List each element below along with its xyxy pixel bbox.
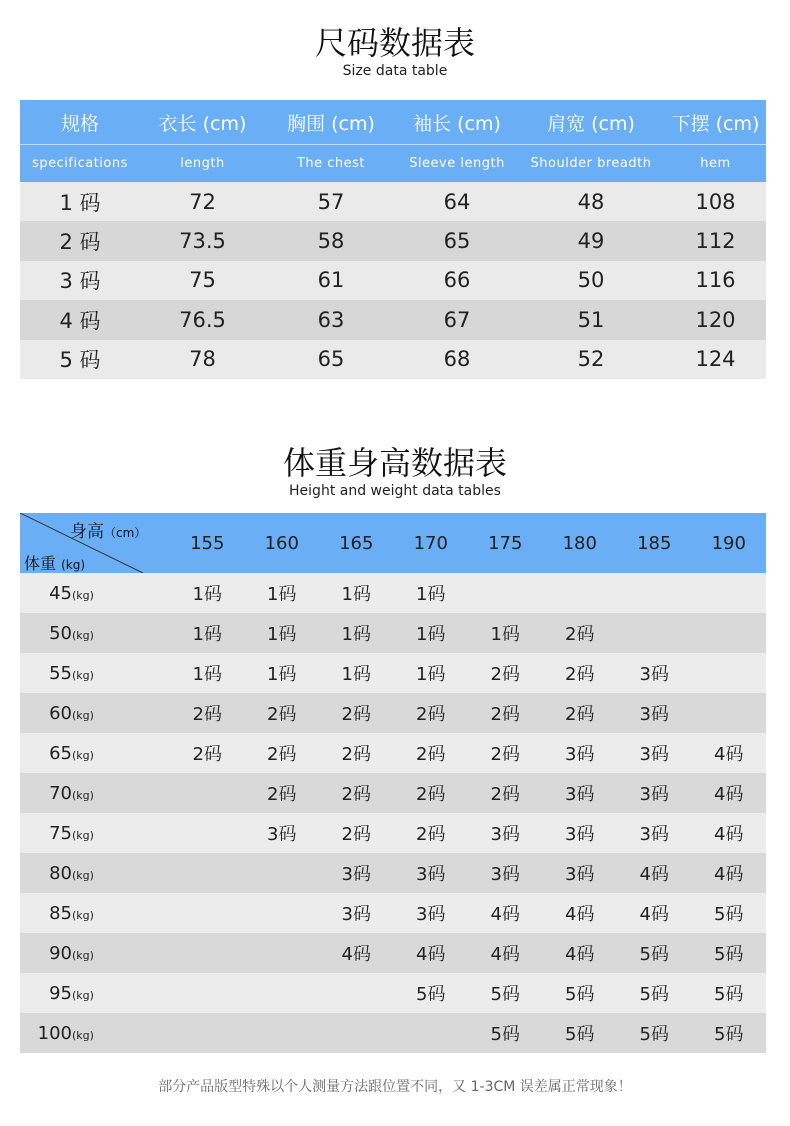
size-recommendation-cell: 2码 [490,664,520,685]
weight-unit: (kg) [72,748,94,762]
weight-value: 65 [49,742,72,764]
size-recommendation-cell: 4码 [565,944,595,965]
size-spec-cell: 3 码 [59,269,101,294]
size-recommendation-cell: 1码 [267,664,297,685]
size-recommendation-cell: 3码 [639,824,669,845]
hw-table-row [20,613,766,653]
size-shoulder-cell: 48 [577,189,605,214]
header-sleeve-cn: 袖长 (cm) [413,112,501,135]
size-recommendation-cell: 2码 [192,744,222,765]
size-recommendation-cell: 2码 [341,744,371,765]
size-recommendation-cell: 3码 [639,664,669,685]
hw-table-row [20,973,766,1013]
size-recommendation-cell: 3码 [341,904,371,925]
hw-table-row [20,573,766,613]
size-table-body [20,182,766,379]
weight-label [20,703,170,724]
size-recommendation-cell: 1码 [192,664,222,685]
corner-weight-label [24,551,85,574]
size-recommendation-cell: 2码 [490,704,520,725]
header-spec-cn: 规格 [60,112,99,135]
size-table-header [20,100,766,182]
size-sleeve-cell: 67 [443,307,471,332]
size-recommendation-cell: 3码 [416,864,446,885]
size-recommendation-cell: 2码 [565,664,595,685]
size-length-cell: 78 [189,347,216,372]
weight-label [20,583,170,604]
weight-unit: (kg) [72,1028,94,1042]
size-recommendation-cell: 5码 [714,984,744,1005]
size-chest-cell: 65 [317,347,345,372]
size-table-row [20,261,766,300]
weight-value: 60 [49,702,72,724]
hw-table-row [20,773,766,813]
size-recommendation-cell: 3码 [639,784,669,805]
size-sleeve-cell: 66 [443,268,471,293]
size-recommendation-cell: 2码 [490,784,520,805]
size-recommendation-cell: 3码 [565,784,595,805]
hw-table-row [20,813,766,853]
weight-unit: (kg) [72,708,94,722]
size-recommendation-cell: 5码 [714,904,744,925]
size-recommendation-cell: 4码 [490,944,520,965]
weight-unit: (kg) [72,788,94,802]
size-chest-cell: 58 [317,229,345,254]
size-recommendation-cell: 2码 [192,704,222,725]
size-length-cell: 73.5 [179,229,226,254]
corner-height-text: 身高 [70,522,104,542]
weight-label [20,1023,170,1044]
size-recommendation-cell: 1码 [490,624,520,645]
size-chest-cell: 57 [317,189,345,214]
corner-height-unit: （cm） [104,526,147,540]
header-chest-en: The chest [296,156,366,171]
size-recommendation-cell: 3码 [490,824,520,845]
size-table-title: 尺码数据表 [314,24,475,62]
size-sleeve-cell: 68 [443,347,471,372]
weight-unit: (kg) [72,828,94,842]
size-length-cell: 72 [189,189,216,214]
header-shoulder-en: Shoulder breadth [530,156,652,171]
size-spec-cell: 5 码 [59,348,101,373]
weight-value: 55 [49,662,72,684]
weight-value: 70 [49,782,72,804]
footnote: 部分产品版型特殊以个人测量方法跟位置不同，又 1-3CM 误差属正常现象！ [158,1079,632,1095]
weight-unit: (kg) [72,668,94,682]
weight-value: 100 [37,1022,72,1044]
size-shoulder-cell: 49 [577,229,605,254]
weight-label [20,983,170,1004]
weight-label [20,823,170,844]
size-recommendation-cell: 3码 [416,904,446,925]
size-recommendation-cell: 2码 [416,824,446,845]
corner-cell [20,513,170,573]
size-table-row [20,300,766,339]
weight-value: 50 [49,622,72,644]
corner-weight-unit: (kg) [61,558,86,572]
header-length-en: length [180,156,225,171]
size-recommendation-cell: 5码 [565,1024,595,1045]
size-recommendation-cell: 2码 [416,744,446,765]
height-header-cell: 165 [339,532,374,554]
hw-table-header [20,513,766,573]
size-table [20,100,766,379]
size-length-cell: 75 [189,268,216,293]
weight-unit: (kg) [72,868,94,882]
size-recommendation-cell: 5码 [490,984,520,1005]
size-shoulder-cell: 52 [577,347,605,372]
size-recommendation-cell: 4码 [714,824,744,845]
corner-height-label [70,517,146,542]
size-recommendation-cell: 2码 [267,704,297,725]
size-recommendation-cell: 2码 [341,824,371,845]
size-header-en-row [20,145,766,182]
weight-label [20,663,170,684]
size-recommendation-cell: 3码 [267,824,297,845]
size-recommendation-cell: 3码 [639,744,669,765]
hw-table-row [20,1013,766,1053]
header-chest-cn: 胸围 (cm) [287,112,375,135]
size-recommendation-cell: 3码 [565,864,595,885]
size-hem-cell: 108 [695,189,736,214]
size-recommendation-cell: 5码 [490,1024,520,1045]
size-recommendation-cell: 1码 [192,584,222,605]
size-recommendation-cell: 4码 [714,784,744,805]
size-recommendation-cell: 2码 [565,704,595,725]
size-recommendation-cell: 5码 [416,984,446,1005]
header-hem-cn: 下摆 (cm) [671,112,760,135]
weight-label [20,903,170,924]
size-recommendation-cell: 4码 [639,904,669,925]
size-recommendation-cell: 4码 [341,944,371,965]
weight-value: 95 [49,982,72,1004]
weight-label [20,743,170,764]
size-recommendation-cell: 4码 [416,944,446,965]
size-hem-cell: 124 [695,347,736,372]
height-header-cell: 185 [637,532,672,554]
weight-unit: (kg) [72,948,94,962]
size-hem-cell: 112 [695,229,736,254]
size-recommendation-cell: 2码 [416,704,446,725]
size-recommendation-cell: 5码 [565,984,595,1005]
height-header-cell: 190 [711,532,746,554]
size-recommendation-cell: 3码 [490,864,520,885]
weight-value: 80 [49,862,72,884]
size-recommendation-cell: 4码 [714,744,744,765]
size-table-row [20,182,766,221]
size-recommendation-cell: 1码 [416,664,446,685]
size-recommendation-cell: 2码 [341,704,371,725]
size-recommendation-cell: 1码 [341,624,371,645]
size-recommendation-cell: 3码 [639,704,669,725]
size-recommendation-cell: 4码 [490,904,520,925]
size-recommendation-cell: 5码 [639,984,669,1005]
size-shoulder-cell: 51 [577,307,605,332]
weight-unit: (kg) [72,588,94,602]
header-shoulder-cn: 肩宽 (cm) [547,112,635,135]
header-spec-en: specifications [32,156,128,171]
height-header-cell: 160 [264,532,299,554]
height-header-cell: 155 [190,532,225,554]
hw-table-body [20,573,766,1053]
size-sleeve-cell: 64 [443,189,471,214]
weight-value: 75 [49,822,72,844]
weight-label [20,623,170,644]
size-hem-cell: 120 [695,307,736,332]
size-recommendation-cell: 1码 [267,624,297,645]
size-recommendation-cell: 1码 [341,664,371,685]
hw-table-row [20,693,766,733]
size-recommendation-cell: 2码 [267,744,297,765]
size-recommendation-cell: 4码 [639,864,669,885]
corner-weight-text: 体重 [24,554,57,573]
weight-unit: (kg) [72,908,94,922]
hw-table-row [20,653,766,693]
header-hem-en: hem [700,156,731,171]
size-recommendation-cell: 2码 [341,784,371,805]
size-recommendation-cell: 3码 [565,744,595,765]
height-header-cell: 175 [488,532,523,554]
size-recommendation-cell: 5码 [639,1024,669,1045]
size-header-cn-row [20,100,766,144]
size-recommendation-cell: 1码 [267,584,297,605]
weight-value: 90 [49,942,72,964]
size-recommendation-cell: 1码 [416,624,446,645]
weight-unit: (kg) [72,988,94,1002]
header-length-cn: 衣长 (cm) [158,112,247,135]
size-recommendation-cell: 5码 [639,944,669,965]
size-recommendation-cell: 2码 [267,784,297,805]
weight-label [20,863,170,884]
size-length-cell: 76.5 [179,307,226,332]
hw-table-title: 体重身高数据表 [282,444,507,482]
size-recommendation-cell: 5码 [714,1024,744,1045]
size-spec-cell: 1 码 [59,190,101,215]
hw-table-subtitle: Height and weight data tables [289,483,501,499]
height-header-cell: 170 [413,532,448,554]
weight-value: 85 [49,902,72,924]
size-recommendation-cell: 4码 [714,864,744,885]
weight-label [20,943,170,964]
size-recommendation-cell: 4码 [565,904,595,925]
size-recommendation-cell: 1码 [416,584,446,605]
size-recommendation-cell: 3码 [565,824,595,845]
weight-unit: (kg) [72,628,94,642]
size-hem-cell: 116 [695,268,736,293]
size-spec-cell: 2 码 [59,230,101,255]
height-header-row [170,513,766,573]
size-chest-cell: 63 [317,307,345,332]
size-recommendation-cell: 2码 [490,744,520,765]
size-table-row [20,221,766,260]
size-recommendation-cell: 1码 [341,584,371,605]
size-shoulder-cell: 50 [577,268,605,293]
height-header-cell: 180 [562,532,597,554]
header-sleeve-en: Sleeve length [409,156,505,171]
hw-table-row [20,853,766,893]
size-recommendation-cell: 3码 [341,864,371,885]
hw-table-row [20,893,766,933]
weight-label [20,783,170,804]
weight-value: 45 [49,582,72,604]
size-spec-cell: 4 码 [59,308,101,333]
size-chest-cell: 61 [317,268,345,293]
hw-table-row [20,933,766,973]
hw-table-row [20,733,766,773]
height-weight-table [20,513,766,1053]
size-recommendation-cell: 2码 [565,624,595,645]
size-table-subtitle: Size data table [342,63,448,79]
size-table-row [20,340,766,379]
size-recommendation-cell: 5码 [714,944,744,965]
size-recommendation-cell: 1码 [192,624,222,645]
size-recommendation-cell: 2码 [416,784,446,805]
size-sleeve-cell: 65 [443,229,471,254]
